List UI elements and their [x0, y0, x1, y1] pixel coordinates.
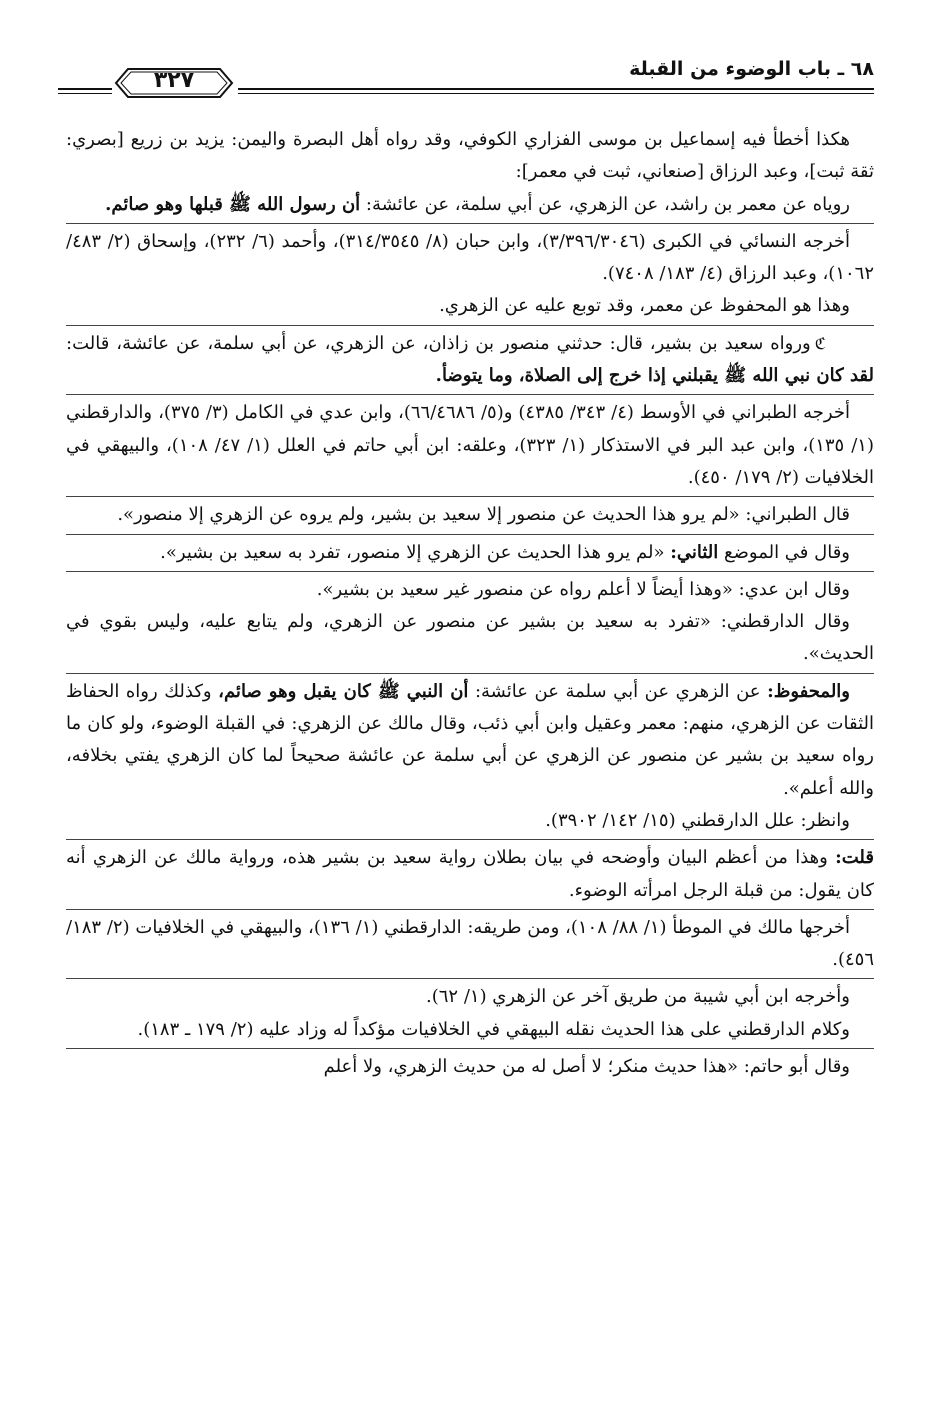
- paragraph-text: وقال أبو حاتم: «هذا حديث منكر؛ لا أصل له من حديث الزهري، ولا أعلم: [323, 1056, 850, 1078]
- paragraph-text: وهذا هو المحفوظ عن معمر، وقد توبع عليه عن الزهري.: [439, 295, 850, 317]
- paragraph-text: أخرجها مالك في الموطأ (١/ ٨٨/ ١٠٨)، ومن طريقه: الدارقطني (١/ ١٣٦)، والبيهقي في الخلافيات (٢/ ١٨٣/ ٤٥٦).: [66, 916, 874, 971]
- paragraph-lead: قلت:: [835, 847, 874, 869]
- paragraph-divider: [66, 394, 874, 395]
- paragraph-divider: [66, 1048, 874, 1049]
- paragraph-text: وهذا من أعظم البيان وأوضحه في بيان بطلان رواية سعيد بن بشير هذه، ورواية مالك عن الزهري أنه كان يقول: من قبلة الرجل امرأته الوضوء.: [66, 847, 874, 901]
- paragraph: [66, 328, 874, 393]
- paragraph-text: ورواه سعيد بن بشير، قال: حدثني منصور بن زاذان، عن الزهري، عن أبي سلمة، عن عائشة، قالت:: [66, 332, 811, 354]
- paragraph-divider: [66, 909, 874, 910]
- paragraph-divider: [66, 534, 874, 535]
- paragraph: [66, 499, 874, 531]
- paragraph-text: روياه عن معمر بن راشد، عن الزهري، عن أبي سلمة، عن عائشة:: [365, 193, 850, 215]
- paragraph: [66, 606, 874, 671]
- paragraph-lead: والمحفوظ:: [767, 680, 850, 702]
- page-number-frame: [114, 66, 234, 100]
- paragraph-emphasis: لقد كان نبي الله ﷺ يقبلني إذا خرج إلى الصلاة، وما يتوضأ.: [435, 365, 874, 387]
- paragraph-emphasis: أن رسول الله ﷺ قبلها وهو صائم.: [105, 193, 361, 215]
- paragraph: [66, 290, 874, 322]
- paragraph: [66, 981, 874, 1013]
- paragraph-divider: [66, 496, 874, 497]
- header-rule-left-thin: [58, 93, 112, 94]
- paragraph: [66, 1051, 874, 1083]
- header-rule-right: [238, 88, 874, 90]
- paragraph-text: وقال في الموضع: [724, 541, 850, 563]
- paragraph: [66, 397, 874, 494]
- paragraph-text: «لم يرو هذا الحديث عن الزهري إلا منصور، تفرد به سعيد بن بشير».: [160, 541, 665, 563]
- paragraph-emphasis: أن النبي ﷺ كان يقبل وهو صائم،: [218, 680, 469, 702]
- paragraph-text: أخرجه الطبراني في الأوسط (٤/ ٣٤٣/ ٤٣٨٥) و(٥/ ٦٦/٤٦٨٦)، وابن عدي في الكامل (٣/ ٣٧٥)، والدارقطني (١/ ١٣٥)، وابن عبد البر في الاستذكار (١/ ٣٢٣)، وعلقه: ابن أبي حاتم في العلل (١/ ٤٧/ ١٠٨)، والبيهقي في الخلافيات (٢/ ١٧٩/ ٤٥٠).: [66, 402, 874, 488]
- paragraph-text: عن الزهري عن أبي سلمة عن عائشة:: [474, 680, 761, 702]
- paragraph-text: وأخرجه ابن أبي شيبة من طريق آخر عن الزهري (١/ ٦٢).: [426, 986, 850, 1008]
- paragraph: [66, 805, 874, 837]
- paragraph-text: وانظر: علل الدارقطني (١٥/ ١٤٢/ ٣٩٠٢).: [545, 809, 850, 831]
- bullet-icon: ℭ: [814, 333, 826, 353]
- body-text: [66, 124, 874, 1083]
- paragraph: [66, 574, 874, 606]
- paragraph-text: أخرجه النسائي في الكبرى (٣/٣٩٦/٣٠٤٦)، وابن حبان (٨/ ٣١٤/٣٥٤٥)، وأحمد (٦/ ٢٣٢)، وإسحاق (٢/ ٤٨٣/ ١٠٦٢)، وعبد الرزاق (٤/ ١٨٣/ ٧٤٠٨).: [66, 230, 874, 285]
- page-number: ٣٢٧: [153, 68, 195, 93]
- paragraph-text: وكذلك رواه الحفاظ الثقات عن الزهري، منهم: معمر وعقيل وابن أبي ذئب، وقال مالك عن الزهري: في القبلة الوضوء، ولو كان ما رواه سعيد بن بشير عن منصور عن الزهري عن أبي سلمة عن عائشة صحيحاً لما كان الزهري يفتي بخلافه، والله أعلم».: [66, 680, 874, 799]
- paragraph: [66, 842, 874, 907]
- paragraph-divider: [66, 223, 874, 224]
- page-header: [58, 52, 874, 122]
- paragraph-divider: [66, 325, 874, 326]
- paragraph: [66, 189, 874, 221]
- paragraph: [66, 676, 874, 805]
- paragraph-text: وقال ابن عدي: «وهذا أيضاً لا أعلم رواه عن منصور غير سعيد بن بشير».: [316, 578, 850, 600]
- header-rule-left: [58, 88, 112, 90]
- header-rule-right-thin: [238, 93, 874, 94]
- running-title: ٦٨ ـ باب الوضوء من القبلة: [629, 58, 874, 80]
- paragraph-text: وكلام الدارقطني على هذا الحديث نقله البيهقي في الخلافيات مؤكداً له وزاد عليه (٢/ ١٧٩ ـ ١٨٣).: [137, 1018, 850, 1040]
- paragraph: [66, 912, 874, 977]
- paragraph-divider: [66, 978, 874, 979]
- paragraph-emphasis: الثاني:: [670, 541, 719, 563]
- paragraph-divider: [66, 571, 874, 572]
- paragraph: [66, 1014, 874, 1046]
- paragraph-text: قال الطبراني: «لم يرو هذا الحديث عن منصور إلا سعيد بن بشير، ولم يروه عن الزهري إلا منصور».: [117, 504, 850, 526]
- paragraph-divider: [66, 839, 874, 840]
- paragraph: [66, 226, 874, 291]
- paragraph-text: هكذا أخطأ فيه إسماعيل بن موسى الفزاري الكوفي، وقد رواه أهل البصرة واليمن: يزيد بن زريع [بصري: ثقة ثبت]، وعبد الرزاق [صنعاني، ثبت في معمر]:: [66, 129, 874, 183]
- paragraph-text: وقال الدارقطني: «تفرد به سعيد بن بشير عن منصور عن الزهري، ولم يتابع عليه، وليس بقوي في الحديث».: [66, 611, 874, 665]
- paragraph: [66, 537, 874, 569]
- paragraph: [66, 124, 874, 189]
- paragraph-divider: [66, 673, 874, 674]
